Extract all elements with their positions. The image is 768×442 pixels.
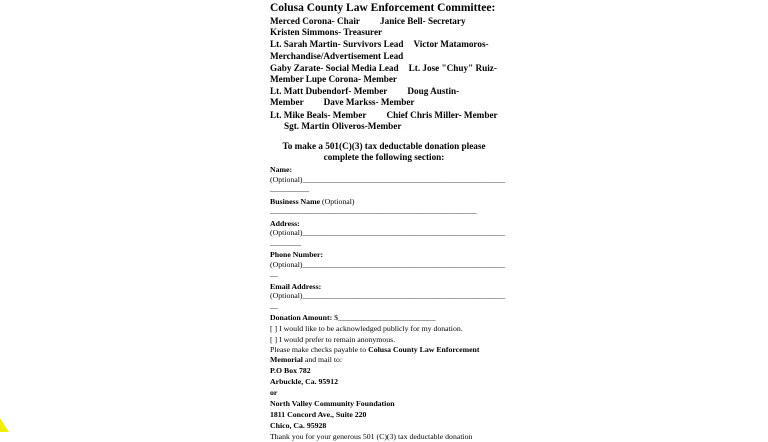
email-label: Email Address: bbox=[270, 281, 322, 291]
donation-amount-field bbox=[270, 313, 520, 323]
checks-mail: and mail to: bbox=[302, 354, 343, 364]
member-victor-matamoros-role: Merchandise/Advertisement Lead bbox=[270, 50, 404, 61]
phone-line-tail: __ bbox=[270, 269, 278, 279]
member-doug-austin-role: Member bbox=[270, 97, 304, 108]
member-sarah-martin: Lt. Sarah Martin- Survivors Lead bbox=[270, 39, 404, 50]
member-kristen-simmons: Kristen Simmons- Treasurer bbox=[270, 27, 383, 38]
phone-line: (Optional)____________________________________________________ bbox=[270, 259, 506, 269]
address-field bbox=[270, 219, 520, 248]
member-merced-corona: Merced Corona- Chair bbox=[270, 16, 360, 26]
committee-block-5 bbox=[270, 110, 520, 132]
business-field bbox=[270, 197, 520, 216]
member-mike-beals: Lt. Mike Beals- Member bbox=[270, 109, 367, 120]
committee-block-3 bbox=[270, 63, 520, 85]
mail-address-line-1: P.O Box 782 bbox=[270, 365, 311, 375]
member-lupe-corona: Member Lupe Corona- Member bbox=[270, 74, 397, 85]
checks-payee-1: Colusa County Law Enforcement bbox=[368, 344, 480, 354]
donation-title-line-1: To make a 501(C)(3) tax deductable donation please bbox=[282, 141, 486, 152]
member-doug-austin: Doug Austin- bbox=[407, 86, 460, 97]
business-optional: (Optional) bbox=[320, 196, 355, 206]
address-label: Address: bbox=[270, 218, 300, 228]
mail-address-line-3: North Valley Community Foundation bbox=[270, 398, 395, 408]
member-victor-matamoros: Victor Matamoros- bbox=[413, 39, 489, 50]
donation-amount-line: $_________________________ bbox=[332, 313, 436, 323]
member-gaby-zarate: Gaby Zarate- Social Media Lead bbox=[270, 62, 399, 73]
checks-payee-2: Memorial bbox=[270, 354, 303, 364]
address-line: (Optional)____________________________________________________ bbox=[270, 228, 506, 238]
email-line-tail: __ bbox=[270, 300, 278, 310]
yellow-corner-mark bbox=[0, 418, 9, 432]
donation-title bbox=[270, 141, 498, 163]
member-dave-markss: Dave Markss- Member bbox=[323, 97, 415, 108]
mail-address-line-4: 1811 Concord Ave., Suite 220 bbox=[270, 409, 367, 419]
member-matt-dubendorf: Lt. Matt Dubendorf- Member bbox=[270, 86, 388, 97]
email-line: (Optional)____________________________________________________ bbox=[270, 291, 506, 301]
name-field bbox=[270, 165, 520, 194]
member-jose-ruiz: Lt. Jose "Chuy" Ruiz- bbox=[408, 62, 497, 73]
option-anonymous: [ ] I would prefer to remain anonymous. bbox=[270, 334, 396, 344]
committee-heading: Colusa County Law Enforcement Committee: bbox=[270, 2, 496, 14]
option-public: [ ] I would like to be acknowledged publicly for my donation. bbox=[270, 323, 463, 333]
name-label: Name: bbox=[270, 165, 293, 175]
address-line-tail: ________ bbox=[270, 237, 302, 247]
mail-address-or: or bbox=[270, 387, 278, 397]
donation-flyer bbox=[270, 0, 520, 442]
phone-label: Phone Number: bbox=[270, 250, 324, 260]
email-field bbox=[270, 282, 520, 311]
member-chris-miller: Chief Chris Miller- Member bbox=[386, 109, 498, 120]
donation-amount-label: Donation Amount: bbox=[270, 313, 333, 323]
name-line-tail: __________ bbox=[270, 184, 309, 194]
business-label: Business Name bbox=[270, 196, 321, 206]
member-janice-bell: Janice Bell- Secretary bbox=[380, 16, 466, 26]
committee-block-1 bbox=[270, 16, 520, 38]
mail-address-line-2: Arbuckle, Ca. 95912 bbox=[270, 376, 339, 386]
thank-you-note: Thank you for your generous 501 (C)(3) tax deductable donation bbox=[270, 431, 473, 441]
committee-block-4 bbox=[270, 86, 520, 108]
donation-title-line-2: complete the following section: bbox=[323, 152, 445, 163]
business-line: _____________________________________________________ bbox=[270, 206, 477, 216]
checks-payable bbox=[270, 345, 520, 365]
phone-field bbox=[270, 250, 520, 279]
checks-intro: Please make checks payable to bbox=[270, 344, 369, 354]
committee-block-2 bbox=[270, 39, 520, 61]
mail-address-line-5: Chico, Ca. 95928 bbox=[270, 420, 327, 430]
name-line: (Optional)____________________________________________________ bbox=[270, 174, 506, 184]
member-martin-oliveros: Sgt. Martin Oliveros-Member bbox=[284, 120, 402, 131]
